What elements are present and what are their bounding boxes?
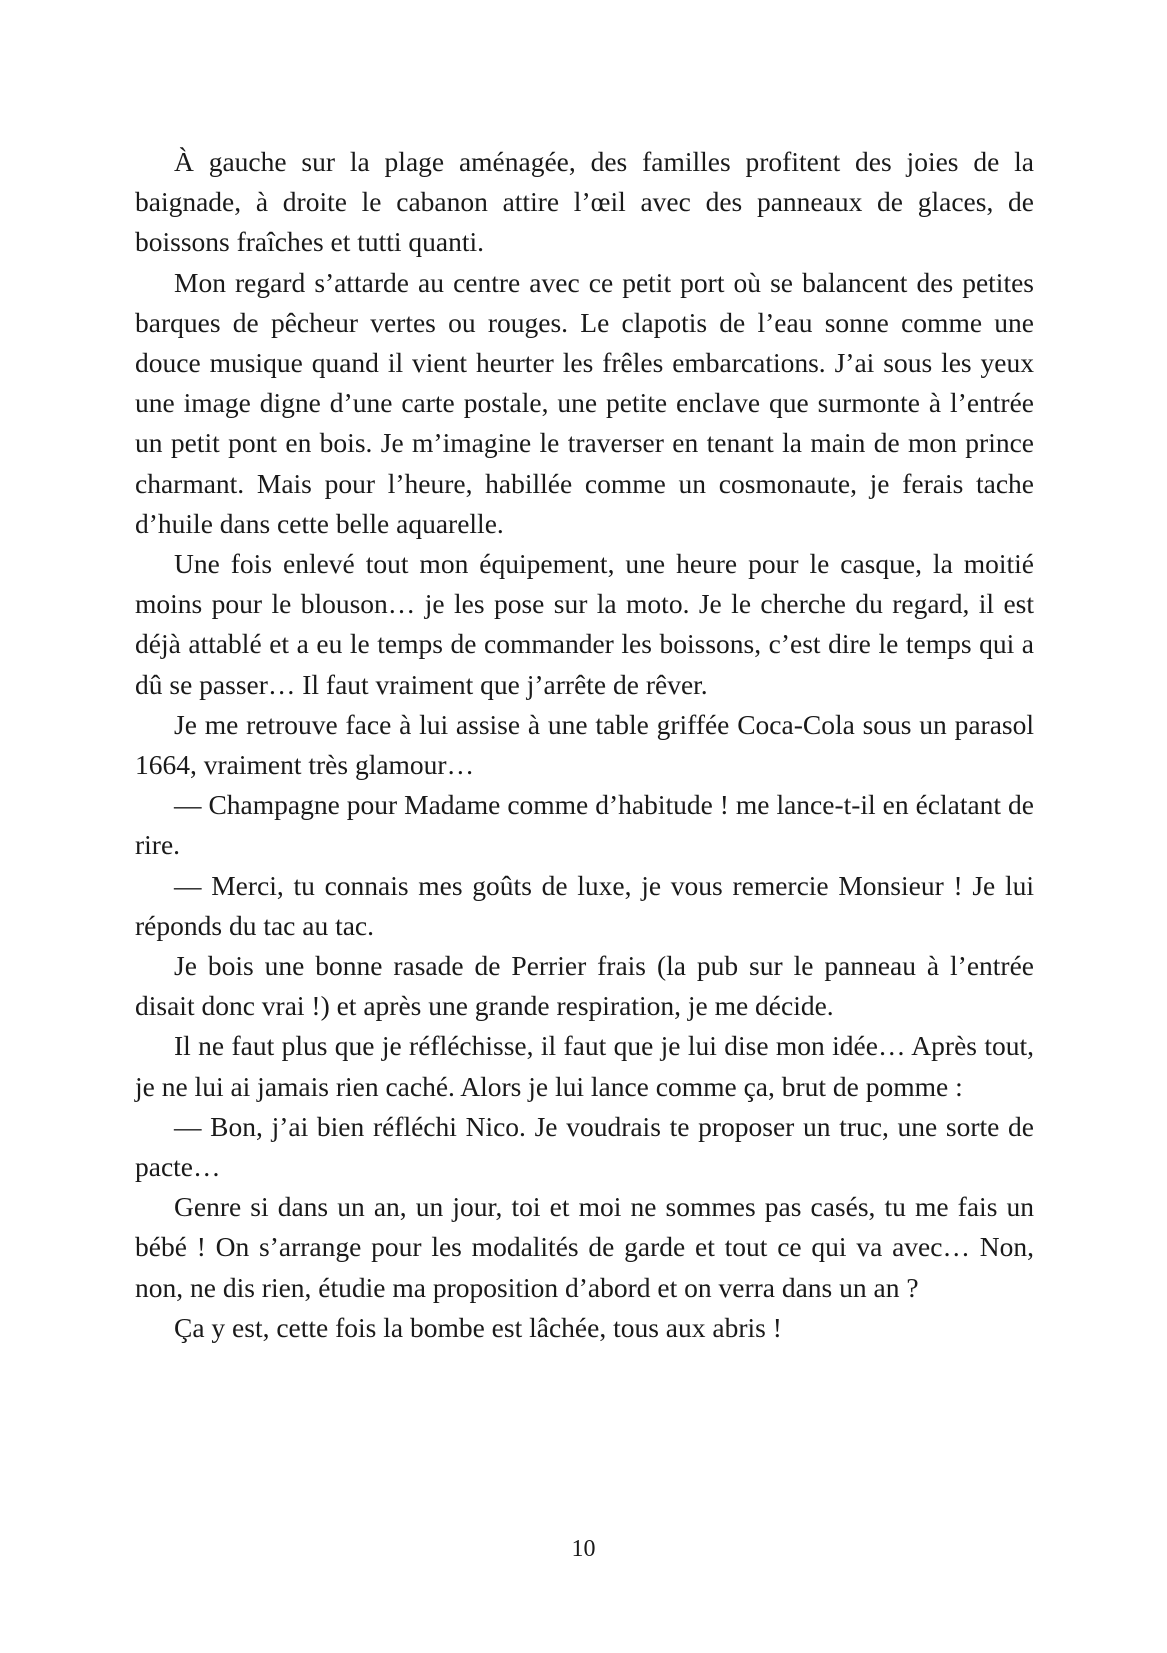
paragraph-7: Genre si dans un an, un jour, toi et moi ne sommes pas casés, tu me fais un bébé ! On s’arrange pour les modalités de garde et tout ce qui va avec… Non, non, ne dis rien, étudie ma proposition d’abord et on verra dans un an ? — [135, 1191, 1034, 1303]
paragraph-5: Je bois une bonne rasade de Perrier frais (la pub sur le panneau à l’entrée disait donc vrai !) et après une grande respiration, je me décide. — [135, 950, 1034, 1022]
paragraph-1: À gauche sur la plage aménagée, des familles profitent des joies de la baignade, à droite le cabanon attire l’œil avec des panneaux de glaces, de boissons fraîches et tutti quanti. — [135, 146, 1034, 258]
page-number: 10 — [571, 1536, 596, 1562]
body-text — [135, 142, 1034, 1348]
paragraph-8: Ça y est, cette fois la bombe est lâchée, tous aux abris ! — [174, 1311, 782, 1343]
dialogue-3: — Bon, j’ai bien réfléchi Nico. Je voudrais te proposer un truc, une sorte de pacte… — [135, 1110, 1034, 1183]
paragraph-2: Mon regard s’attarde au centre avec ce petit port où se balancent des petites barques de pêcheur vertes ou rouges. Le clapotis de l’eau sonne comme une douce musique quand il vient heurter les frêles embarcations. J’ai sous les yeux une image digne d’une carte postale, une petite enclave que surmonte à l’entrée un petit pont en bois. Je m’imagine le traverser en tenant la main de mon prince charmant. Mais pour l’heure, habillée comme un cosmonaute, je ferais tache d’huile dans cette belle aquarelle. — [135, 266, 1034, 539]
paragraph-4: Je me retrouve face à lui assise à une table griffée Coca-Cola sous un parasol 1664, vraiment très glamour… — [135, 708, 1034, 781]
paragraph-6: Il ne faut plus que je réfléchisse, il faut que je lui dise mon idée… Après tout, je ne lui ai jamais rien caché. Alors je lui lance comme ça, brut de pomme : — [135, 1030, 1034, 1102]
paragraph-3: Une fois enlevé tout mon équipement, une heure pour le casque, la moitié moins pour le blouson… je les pose sur la moto. Je le cherche du regard, il est déjà attablé et a eu le temps de commander les boissons, c’est dire le temps qui a dû se passer… Il faut vraiment que j’arrête de rêver. — [135, 548, 1034, 700]
dialogue-2: — Merci, tu connais mes goûts de luxe, je vous remercie Monsieur ! Je lui réponds du tac au tac. — [135, 869, 1034, 941]
dialogue-1: — Champagne pour Madame comme d’habitude ! me lance-t-il en éclatant de rire. — [135, 789, 1034, 861]
